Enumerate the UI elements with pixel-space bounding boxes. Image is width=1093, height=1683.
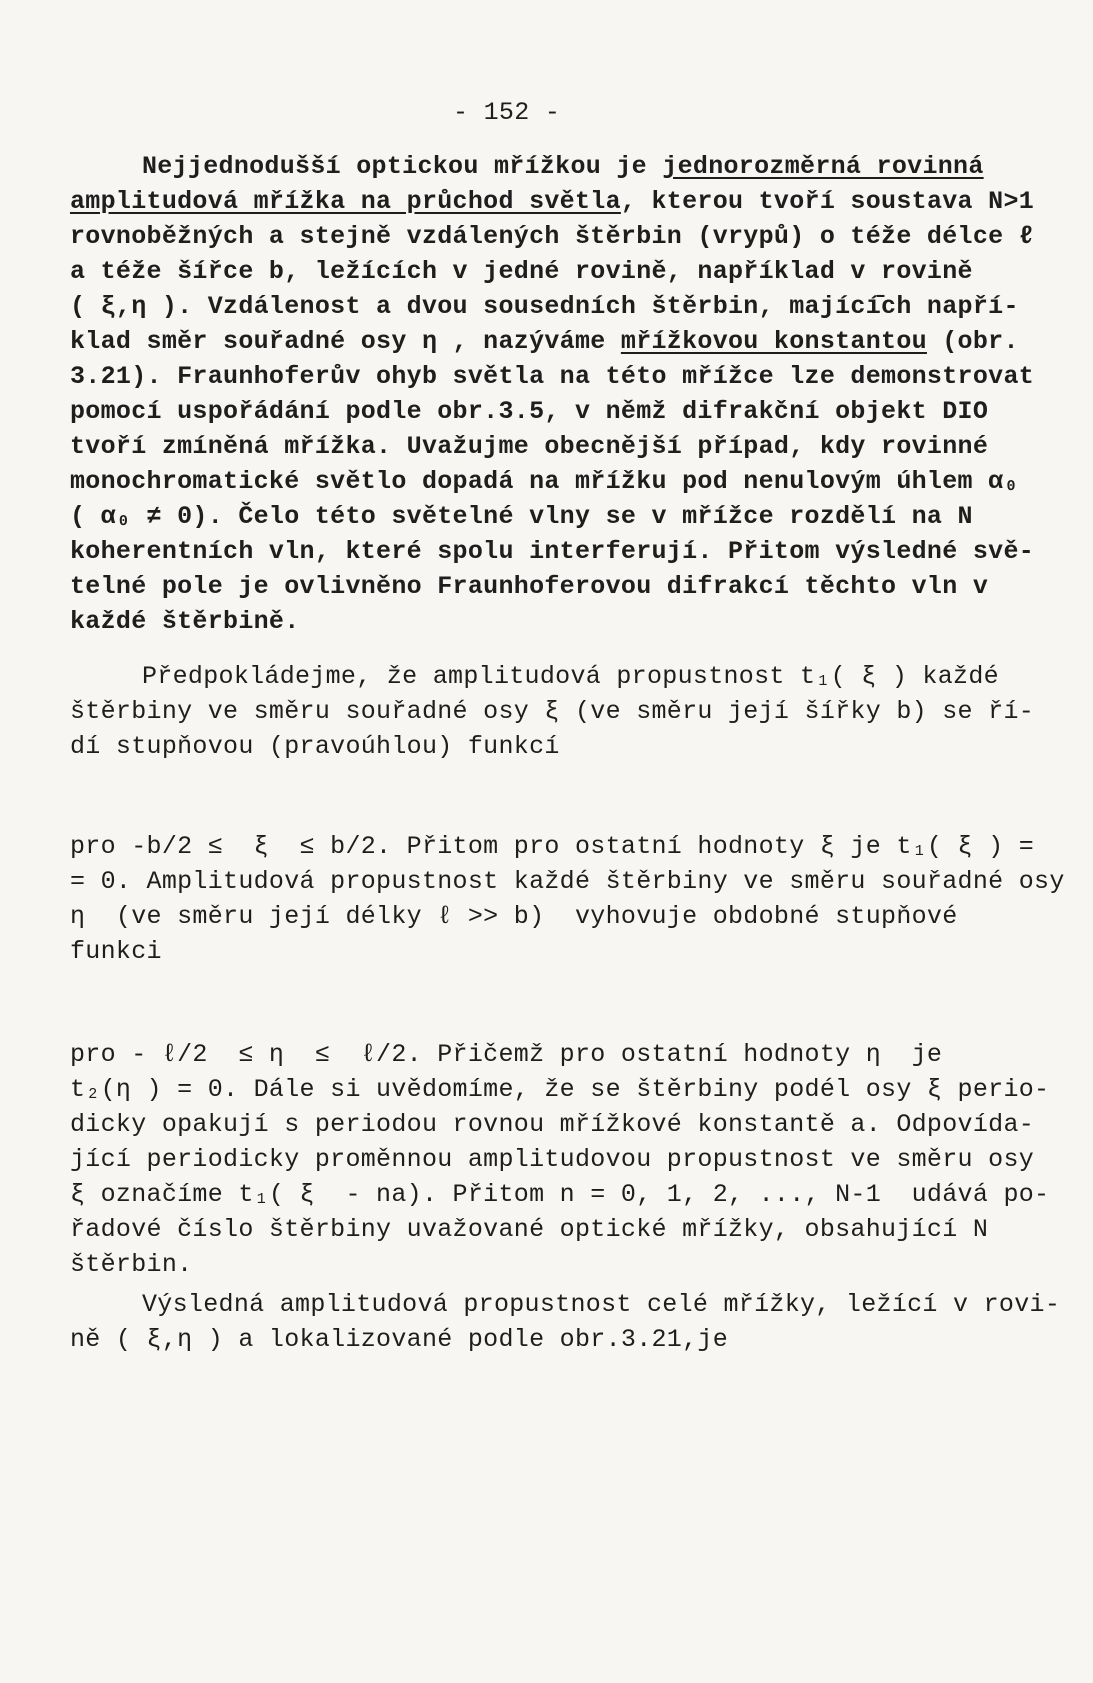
text-span: klad směr souřadné osy η , nazýváme [70,327,621,356]
text-line: dí stupňovou (pravoúhlou) funkcí [70,732,560,761]
text-line: dicky opakují s periodou rovnou mřížkové konstantě a. Odpovída- [70,1110,1035,1139]
text-line: pro -b/2 ≤ ξ ≤ b/2. Přitom pro ostatní hodnoty ξ je t₁( ξ ) = [70,832,1035,861]
text-line [70,187,1034,217]
text-line [142,152,984,182]
text-line: ξ označíme t₁( ξ - na). Přitom n = 0, 1, 2, ..., N-1 udává po- [70,1180,1050,1209]
text-line: η (ve směru její délky ℓ >> b) vyhovuje obdobné stupňové [70,902,958,931]
underlined-term: mřížkovou konstantou [620,327,927,356]
text-line: Výsledná amplitudová propustnost celé mřížky, ležící v rovi- [142,1290,1061,1319]
text-line: 3.21). Fraunhoferův ohyb světla na této mřížce lze demonstrovat [70,362,1035,391]
text-span: , kterou tvoří soustava N>1 [620,187,1035,216]
text-line: = 0. Amplitudová propustnost každé štěrbiny ve směru souřadné osy [70,867,1065,896]
text-line: Předpokládejme, že amplitudová propustnost t₁( ξ ) každé [142,662,999,691]
text-line: jící periodicky proměnnou amplitudovou propustnost ve směru osy [70,1145,1035,1174]
text-line: telné pole je ovlivněno Fraunhoferovou difrakcí těchto vln v [70,572,989,601]
text-span: (obr. [926,327,1019,356]
text-line: pro - ℓ/2 ≤ η ≤ ℓ/2. Přičemž pro ostatní hodnoty η je [70,1040,943,1069]
text-line: koherentních vln, které spolu interferují. Přitom výsledné svě- [70,537,1035,566]
text-line: rovnoběžných a stejně vzdálených štěrbin (vrypů) o téže délce ℓ [70,222,1035,251]
text-line: monochromatické světlo dopadá na mřížku pod nenulovým úhlem α₀ [70,467,1019,496]
text-line: štěrbin. [70,1250,193,1279]
text-line: každé štěrbině. [70,607,300,636]
text-line: tvoří zmíněná mřížka. Uvažujme obecnější případ, kdy rovinné [70,432,989,461]
page-number: - 152 - [453,98,561,127]
text-line: a téže šířce b, ležících v jedné rovině, například v rovině [70,257,973,286]
text-line: ně ( ξ,η ) a lokalizované podle obr.3.21,je [70,1325,729,1354]
underlined-term: jednorozměrná rovinná [662,152,984,181]
text-span: Nejjednodušší optickou mřížkou je [142,152,663,181]
text-line: štěrbiny ve směru souřadné osy ξ (ve směru její šířky b) se ří- [70,697,1035,726]
text-line: ( ξ,η ). Vzdálenost a dvou sousedních štěrbin, mající̄ch napří- [70,292,1019,321]
text-line: ( α₀ ≠ 0). Čelo této světelné vlny se v mřížce rozdělí na N [70,502,973,531]
text-line [70,327,1019,357]
text-line: pomocí uspořádání podle obr.3.5, v němž difrakční objekt DIO [70,397,989,426]
underlined-term: amplitudová mřížka na průchod světla [70,187,621,216]
text-line: funkci [70,937,162,966]
text-line: řadové číslo štěrbiny uvažované optické mřížky, obsahující N [70,1215,989,1244]
text-line: t₂(η ) = 0. Dále si uvědomíme, že se štěrbiny podél osy ξ perio- [70,1075,1050,1104]
